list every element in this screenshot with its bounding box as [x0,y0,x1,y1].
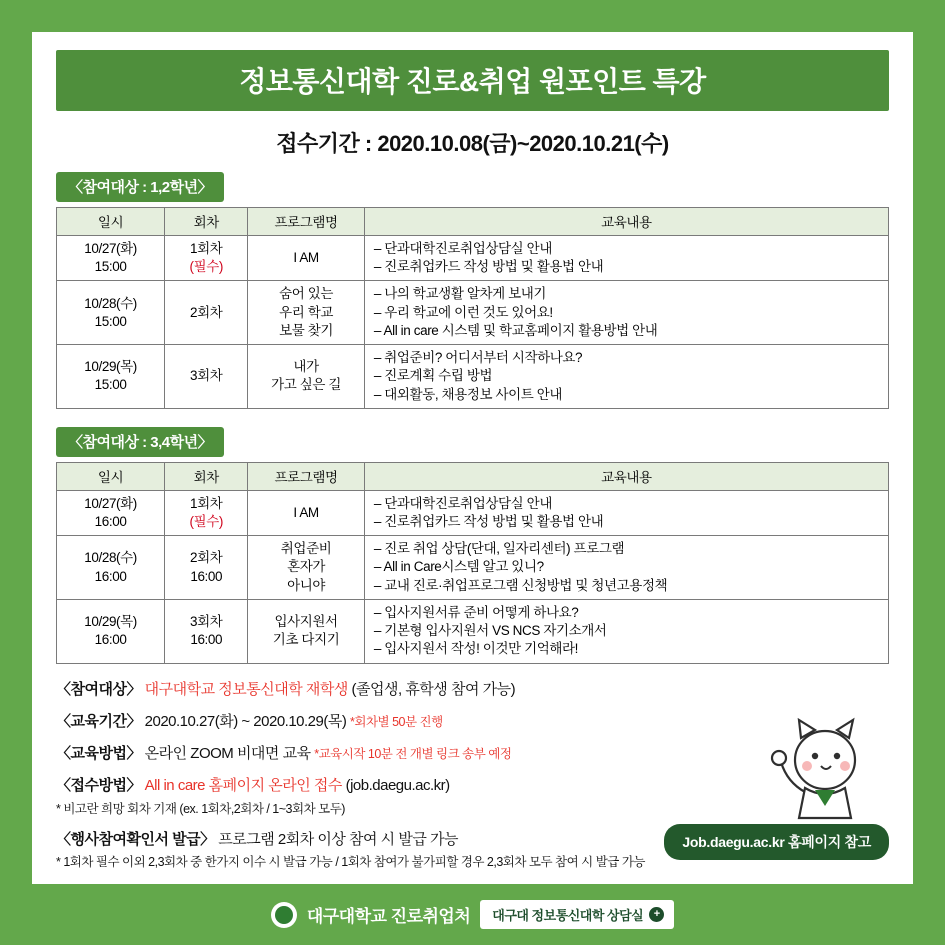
cell-date: 10/28(수) 16:00 [57,536,165,600]
table-row [57,536,889,600]
cell-content: – 나의 학교생활 알차게 보내기 – 우리 학교에 이런 것도 있어요! – All in care 시스템 및 학교홈페이지 활용방법 안내 [364,281,888,345]
cell-session: 1회차 (필수) [165,490,248,535]
info-cert-value: 프로그램 2회차 이상 참여 시 발급 가능 [218,830,458,848]
cell-date: 10/28(수) 15:00 [57,281,165,345]
cell-content: – 단과대학진로취업상담실 안내 – 진로취업카드 작성 방법 및 활용법 안내 [364,490,888,535]
col-date: 일시 [57,208,165,236]
info-apply-highlight: All in care 홈페이지 온라인 접수 [144,777,342,795]
info-target-highlight: 대구대학교 정보통신대학 재학생 [144,680,348,698]
col-session: 회차 [165,462,248,490]
counsel-office-pill[interactable] [480,900,674,929]
col-session: 회차 [165,208,248,236]
group-section-2 [56,427,889,664]
poster-subtitle: 접수기간 : 2020.10.08(금)~2020.10.21(수) [276,131,669,156]
info-target-label: 〈참여대상〉 [56,680,141,698]
info-period-note: *회차별 50분 진행 [350,714,443,729]
info-apply-label: 〈접수방법〉 [56,777,141,795]
university-emblem-icon [271,902,297,928]
col-content: 교육내용 [364,462,888,490]
col-date: 일시 [57,462,165,490]
cell-program: 내가 가고 싶은 길 [248,345,364,409]
cell-content: – 입사지원서류 준비 어떻게 하나요? – 기본형 입사지원서 VS NCS 자기소개서 – 입사지원서 작성! 이것만 기억해라! [364,599,888,663]
info-cert-label: 〈행사참여확인서 발급〉 [56,830,215,848]
cell-session: 1회차 (필수) [165,236,248,281]
col-content: 교육내용 [364,208,888,236]
info-cert-note: * 1회차 필수 이외 2,3회차 중 한가지 이수 시 발급 가능 / 1회차 참여가 불가피할 경우 2,3회차 모두 참여 시 발급 가능 [56,855,646,870]
table-header-row [57,208,889,236]
cell-date: 10/27(화) 16:00 [57,490,165,535]
cell-session: 2회차 16:00 [165,536,248,600]
poster-card [32,32,913,884]
poster-title: 정보통신대학 진로&취업 원포인트 특강 [56,50,889,111]
group-tag-1: 〈참여대상 : 1,2학년〉 [56,172,224,202]
table-header-row [57,462,889,490]
table-row [57,345,889,409]
group-section-1 [56,172,889,409]
cell-program: 숨어 있는 우리 학교 보물 찾기 [248,281,364,345]
group-tag-2: 〈참여대상 : 3,4학년〉 [56,427,224,457]
info-method-value: 온라인 ZOOM 비대면 교육 [144,745,311,762]
organization-name: 대구대학교 진로취업처 [306,907,471,926]
counsel-office-label: 대구대 정보통신대학 상담실 [492,908,644,923]
table-row [57,599,889,663]
cell-date: 10/29(목) 15:00 [57,345,165,409]
cell-program: I AM [248,236,364,281]
col-program: 프로그램명 [248,208,364,236]
info-apply-url: (job.daegu.ac.kr) [345,777,450,795]
cell-content: – 취업준비? 어디서부터 시작하나요? – 진로계획 수립 방법 – 대외활동, 채용정보 사이트 안내 [364,345,888,409]
cell-session: 3회차 16:00 [165,599,248,663]
table-row [57,490,889,535]
cell-program: 입사지원서 기초 다지기 [248,599,364,663]
info-period-value: 2020.10.27(화) ~ 2020.10.29(목) [144,712,347,730]
info-target [56,678,889,701]
info-method-label: 〈교육방법〉 [56,745,141,762]
schedule-table-1 [56,207,889,409]
cell-session: 2회차 [165,281,248,345]
bottom-bar [0,884,945,945]
cell-content: – 진로 취업 상담(단대, 일자리센터) 프로그램 – All in Care시스템 알고 있니? – 교내 진로·취업프로그램 신청방법 및 청년고용정책 [364,536,888,600]
info-period-label: 〈교육기간〉 [56,712,141,730]
info-method-note: *교육시작 10분 전 개별 링크 송부 예정 [314,747,512,761]
col-program: 프로그램명 [248,462,364,490]
cell-program: I AM [248,490,364,535]
cell-session: 3회차 [165,345,248,409]
schedule-table-2 [56,462,889,664]
site-badge[interactable]: Job.daegu.ac.kr 홈페이지 참고 [664,824,889,860]
info-target-rest: (졸업생, 휴학생 참여 가능) [351,680,516,698]
cell-program: 취업준비 혼자가 아니야 [248,536,364,600]
table-row [57,236,889,281]
mascot-illustration [753,708,883,828]
table-row [57,281,889,345]
cell-date: 10/27(화) 15:00 [57,236,165,281]
info-apply-note: * 비고란 희망 회차 기재 (ex. 1회차,2회차 / 1~3회차 모두) [56,801,345,816]
plus-icon: + [649,907,664,922]
cell-content: – 단과대학진로취업상담실 안내 – 진로취업카드 작성 방법 및 활용법 안내 [364,236,888,281]
cell-date: 10/29(목) 16:00 [57,599,165,663]
